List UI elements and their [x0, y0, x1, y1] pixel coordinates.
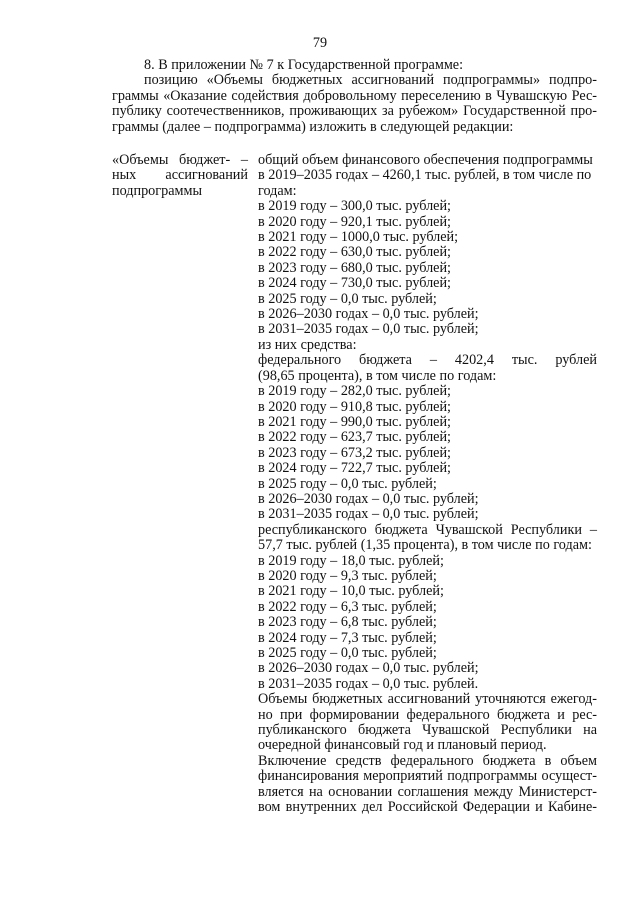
- federal-year-item: в 2026–2030 годах – 0,0 тыс. рублей;: [258, 490, 479, 507]
- note-line: публиканского бюджета Чувашской Республики на: [258, 722, 597, 739]
- republic-year-item: в 2021 году – 10,0 тыс. рублей;: [258, 583, 444, 600]
- republic-funding-line: 57,7 тыс. рублей (1,35 процента), в том числе по годам:: [258, 537, 592, 554]
- intro-section: [112, 58, 597, 135]
- federal-year-item: в 2023 году – 673,2 тыс. рублей;: [258, 444, 451, 461]
- note-line: Объемы бюджетных ассигнований уточняются ежегод-: [258, 691, 597, 708]
- total-year-item: в 2025 году – 0,0 тыс. рублей;: [258, 290, 437, 307]
- intro-text-line: граммы (далее – подпрограмма) изложить в следующей редакции:: [112, 118, 514, 135]
- position-label-line: ных ассигнований: [112, 167, 248, 184]
- total-funding-line: годам:: [258, 182, 297, 199]
- federal-year-item: в 2019 году – 282,0 тыс. рублей;: [258, 383, 451, 400]
- funding-details: [258, 153, 597, 815]
- total-year-item: в 2023 году – 680,0 тыс. рублей;: [258, 259, 451, 276]
- republic-year-item: в 2026–2030 годах – 0,0 тыс. рублей;: [258, 660, 479, 677]
- federal-funding-line: федерального бюджета – 4202,4 тыс. рублей: [258, 352, 597, 369]
- total-year-item: в 2031–2035 годах – 0,0 тыс. рублей;: [258, 321, 479, 338]
- position-label-line: подпрограммы: [112, 182, 202, 199]
- intro-text-line: публику соотечественников, проживающих за рубежом» Государственной про-: [112, 103, 597, 120]
- total-year-item: в 2019 году – 300,0 тыс. рублей;: [258, 198, 451, 215]
- republic-funding-line: республиканского бюджета Чувашской Республики –: [258, 521, 597, 538]
- republic-year-item: в 2019 году – 18,0 тыс. рублей;: [258, 552, 444, 569]
- republic-year-item: в 2023 году – 6,8 тыс. рублей;: [258, 614, 437, 631]
- of-which-heading: из них средства:: [258, 336, 357, 353]
- note-line: вляется на основании соглашения между Министерст-: [258, 783, 597, 800]
- note-line: финансирования мероприятий подпрограммы осущест-: [258, 768, 597, 785]
- republic-year-item: в 2031–2035 годах – 0,0 тыс. рублей.: [258, 675, 479, 692]
- federal-year-item: в 2031–2035 годах – 0,0 тыс. рублей;: [258, 506, 479, 523]
- federal-funding-line: (98,65 процента), в том числе по годам:: [258, 367, 497, 384]
- page-number: 79: [312, 35, 328, 51]
- note-line: Включение средств федерального бюджета в объем: [258, 752, 597, 769]
- republic-year-item: в 2020 году – 9,3 тыс. рублей;: [258, 567, 437, 584]
- federal-year-item: в 2021 году – 990,0 тыс. рублей;: [258, 413, 451, 430]
- federal-year-item: в 2025 году – 0,0 тыс. рублей;: [258, 475, 437, 492]
- note-line: но при формировании федерального бюджета и рес-: [258, 706, 597, 723]
- total-year-item: в 2026–2030 годах – 0,0 тыс. рублей;: [258, 306, 479, 323]
- intro-text-line: граммы «Оказание содействия добровольному переселению в Чувашскую Рес-: [112, 87, 597, 104]
- republic-year-item: в 2024 году – 7,3 тыс. рублей;: [258, 629, 437, 646]
- total-year-item: в 2021 году – 1000,0 тыс. рублей;: [258, 229, 459, 246]
- total-year-item: в 2020 году – 920,1 тыс. рублей;: [258, 213, 451, 230]
- intro-item-heading: 8. В приложении № 7 к Государственной программе:: [144, 57, 464, 73]
- federal-year-item: в 2022 году – 623,7 тыс. рублей;: [258, 429, 451, 446]
- republic-year-item: в 2025 году – 0,0 тыс. рублей;: [258, 645, 437, 661]
- note-line: вом внутренних дел Российской Федерации и Кабине-: [258, 799, 597, 816]
- intro-text-line: позицию «Объемы бюджетных ассигнований подпрограммы» подпро-: [144, 72, 597, 89]
- position-label: [112, 153, 248, 199]
- position-label-line: «Объемы бюджет- –: [112, 152, 248, 168]
- total-year-item: в 2022 году – 630,0 тыс. рублей;: [258, 244, 451, 261]
- total-funding-line: общий объем финансового обеспечения подпрограммы: [258, 152, 593, 168]
- note-line: очередной финансовый год и плановый период.: [258, 737, 547, 754]
- federal-year-item: в 2024 году – 722,7 тыс. рублей;: [258, 460, 451, 477]
- total-funding-line: в 2019–2035 годах – 4260,1 тыс. рублей, в том числе по: [258, 167, 592, 184]
- total-year-item: в 2024 году – 730,0 тыс. рублей;: [258, 275, 451, 292]
- federal-year-item: в 2020 году – 910,8 тыс. рублей;: [258, 398, 451, 415]
- republic-year-item: в 2022 году – 6,3 тыс. рублей;: [258, 598, 437, 615]
